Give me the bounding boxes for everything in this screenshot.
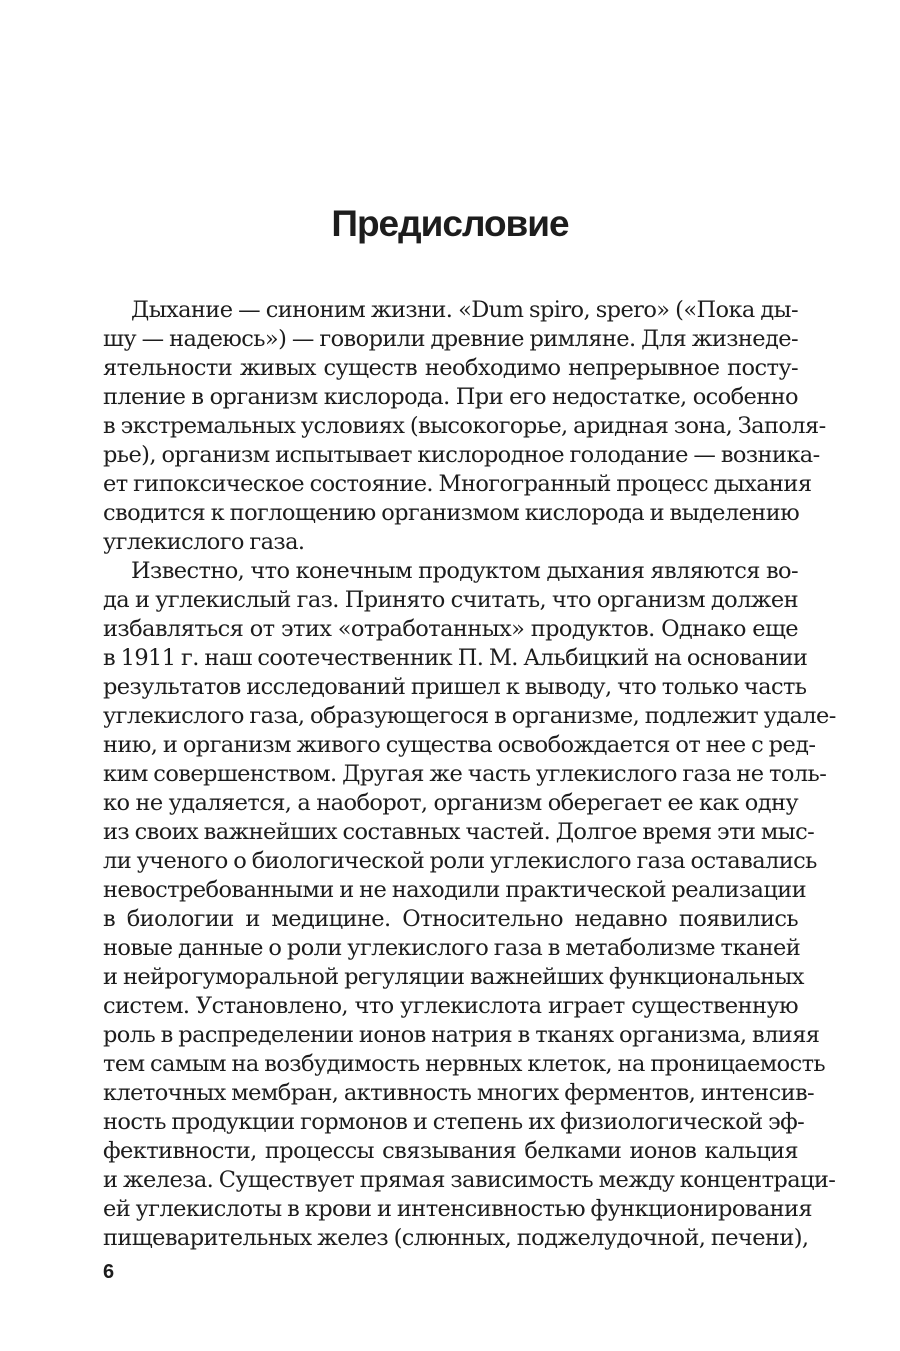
text-line: избавляться от этих «отработанных» продуктов. Однако еще (103, 616, 798, 642)
text-line: да и углекислый газ. Принято считать, что организм должен (103, 587, 798, 613)
text-line: пищеварительных желез (слюнных, поджелудочной, печени), (103, 1225, 809, 1251)
text-line: в экстремальных условиях (высокогорье, аридная зона, Заполя- (103, 413, 826, 439)
page-number: 6 (103, 1261, 115, 1283)
paragraph-1 (103, 296, 826, 557)
text-line: новые данные о роли углекислого газа в метаболизме тканей (103, 935, 801, 961)
text-line: Дыхание — синоним жизни. «Dum spiro, spero» («Пока ды- (131, 297, 798, 323)
text-line: фективности, процессы связывания белками ионов кальция (103, 1138, 798, 1164)
text-line: ли ученого о биологической роли углекислого газа оставались (103, 848, 817, 874)
text-line: систем. Установлено, что углекислота играет существенную (103, 993, 798, 1019)
text-line: Известно, что конечным продуктом дыхания являются во- (131, 558, 798, 584)
text-line: из своих важнейших составных частей. Долгое время эти мыс- (103, 819, 815, 845)
text-line: шу — надеюсь») — говорили древние римляне. Для жизнеде- (103, 326, 798, 352)
body-text (103, 296, 836, 1253)
text-line: в 1911 г. наш соотечественник П. М. Альбицкий на основании (103, 645, 808, 671)
text-line: невостребованными и не находили практической реализации (103, 877, 807, 903)
text-line: нию, и организм живого существа освобождается от нее с ред- (103, 732, 816, 758)
chapter-title: Предисловие (331, 203, 569, 244)
text-line: и нейрогуморальной регуляции важнейших функциональных (103, 964, 804, 990)
text-line: ятельности живых существ необходимо непрерывное посту- (103, 355, 798, 381)
text-line: ким совершенством. Другая же часть углекислого газа не толь- (103, 761, 827, 787)
text-line: результатов исследований пришел к выводу, что только часть (103, 674, 807, 700)
text-line: в биологии и медицине. Относительно недавно появились (103, 906, 798, 932)
text-line: роль в распределении ионов натрия в тканях организма, влияя (103, 1022, 820, 1048)
text-line: ность продукции гормонов и степень их физиологической эф- (103, 1109, 805, 1135)
text-line: ко не удаляется, а наоборот, организм оберегает ее как одну (103, 790, 798, 816)
text-line: углекислого газа, образующегося в организме, подлежит удале- (103, 703, 836, 729)
text-line: сводится к поглощению организмом кислорода и выделению (103, 500, 800, 526)
text-line: ей углекислоты в крови и интенсивностью функционирования (103, 1196, 813, 1222)
text-line: клеточных мембран, активность многих ферментов, интенсив- (103, 1080, 815, 1106)
text-line: пление в организм кислорода. При его недостатке, особенно (103, 384, 798, 410)
text-line: углекислого газа. (103, 529, 305, 555)
text-line: тем самым на возбудимость нервных клеток, на проницаемость (103, 1051, 826, 1077)
text-line: ет гипоксическое состояние. Многогранный процесс дыхания (103, 471, 812, 497)
text-line: рье), организм испытывает кислородное голодание — возника- (103, 442, 820, 468)
paragraph-2 (103, 557, 836, 1253)
text-line: и железа. Существует прямая зависимость между концентраци- (103, 1167, 836, 1193)
